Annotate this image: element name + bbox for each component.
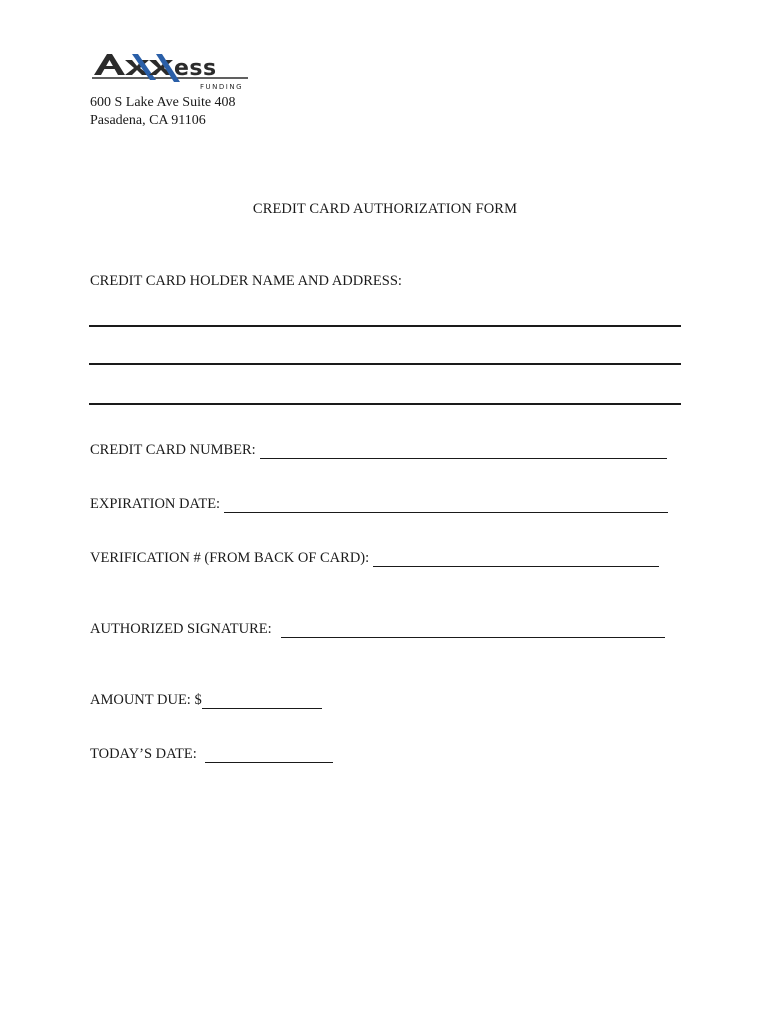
amount-due-field[interactable] <box>202 694 322 709</box>
expiration-field[interactable] <box>224 498 668 513</box>
amount-due-row <box>90 692 322 709</box>
expiration-label: EXPIRATION DATE: <box>90 496 221 512</box>
card-number-row <box>90 442 667 459</box>
card-number-field[interactable] <box>260 444 667 459</box>
signature-label: AUTHORIZED SIGNATURE: <box>90 621 272 637</box>
amount-due-label: AMOUNT DUE: $ <box>90 692 202 708</box>
todays-date-label: TODAY’S DATE: <box>90 746 197 762</box>
signature-row <box>90 621 665 638</box>
form-title: CREDIT CARD AUTHORIZATION FORM <box>252 201 518 217</box>
holder-name-line[interactable] <box>89 325 681 327</box>
svg-text:FUNDING: FUNDING <box>200 83 244 91</box>
todays-date-field[interactable] <box>205 748 333 763</box>
card-number-label: CREDIT CARD NUMBER: <box>90 442 256 458</box>
company-address <box>90 94 236 130</box>
signature-field[interactable] <box>281 623 665 638</box>
verification-label: VERIFICATION # (FROM BACK OF CARD): <box>90 550 370 566</box>
svg-text:ess: ess <box>174 56 217 81</box>
holder-name-address-label: CREDIT CARD HOLDER NAME AND ADDRESS: <box>90 273 402 289</box>
verification-field[interactable] <box>373 552 659 567</box>
verification-row <box>90 550 659 567</box>
axxess-funding-logo <box>88 48 258 92</box>
address-line-1: 600 S Lake Ave Suite 408 <box>90 95 236 110</box>
todays-date-row <box>90 746 333 763</box>
holder-address-line-1[interactable] <box>89 363 681 365</box>
address-line-2: Pasadena, CA 91106 <box>90 113 206 128</box>
holder-address-line-2[interactable] <box>89 403 681 405</box>
expiration-row <box>90 496 668 513</box>
